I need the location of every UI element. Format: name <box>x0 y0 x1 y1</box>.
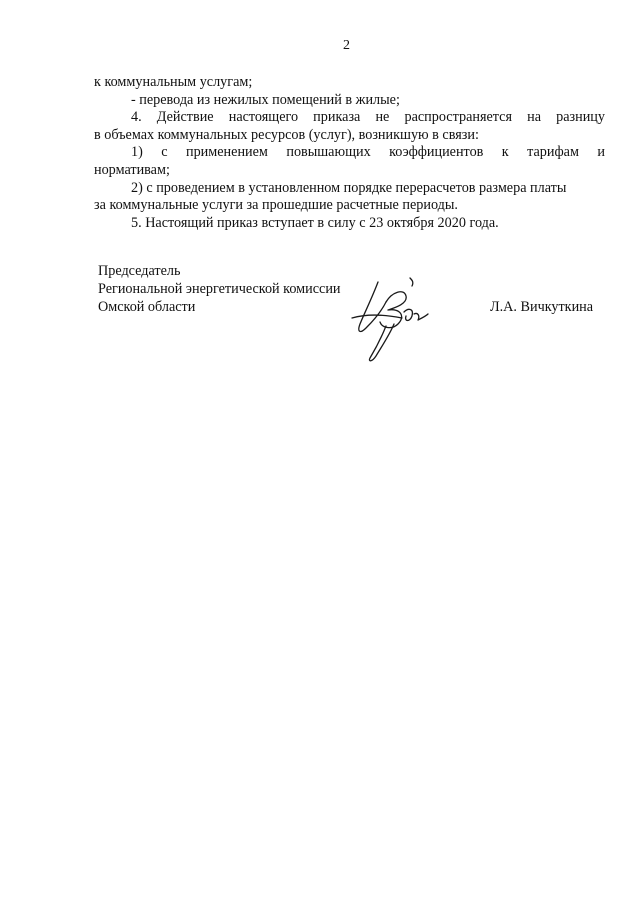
position-line: Региональной энергетической комиссии <box>98 281 341 297</box>
paragraph-line: - перевода из нежилых помещений в жилые; <box>131 91 400 108</box>
handwritten-signature <box>348 272 438 364</box>
signature-position <box>98 262 341 316</box>
paragraph-line: к коммунальным услугам; <box>94 74 253 90</box>
paragraph-line: нормативам; <box>94 161 170 178</box>
paragraph-line: в объемах коммунальных ресурсов (услуг), возникшую в связи: <box>94 126 479 143</box>
paragraph-line: 4. Действие настоящего приказа не распространяется на разницу <box>131 109 605 126</box>
signatory-name: Л.А. Вичкуткина <box>490 299 594 315</box>
paragraph-line: за коммунальные услуги за прошедшие расчетные периоды. <box>94 197 458 214</box>
position-line: Омской области <box>98 299 196 315</box>
body-text <box>94 74 605 232</box>
paragraph-line: 5. Настоящий приказ вступает в силу с 23 октября 2020 года. <box>131 214 499 231</box>
paragraph-line: 2) с проведением в установленном порядке перерасчетов размера платы <box>131 179 567 196</box>
paragraph-line: 1) с применением повышающих коэффициентов к тарифам и <box>131 144 605 161</box>
page-number: 2 <box>343 38 350 53</box>
position-line: Председатель <box>98 263 181 279</box>
